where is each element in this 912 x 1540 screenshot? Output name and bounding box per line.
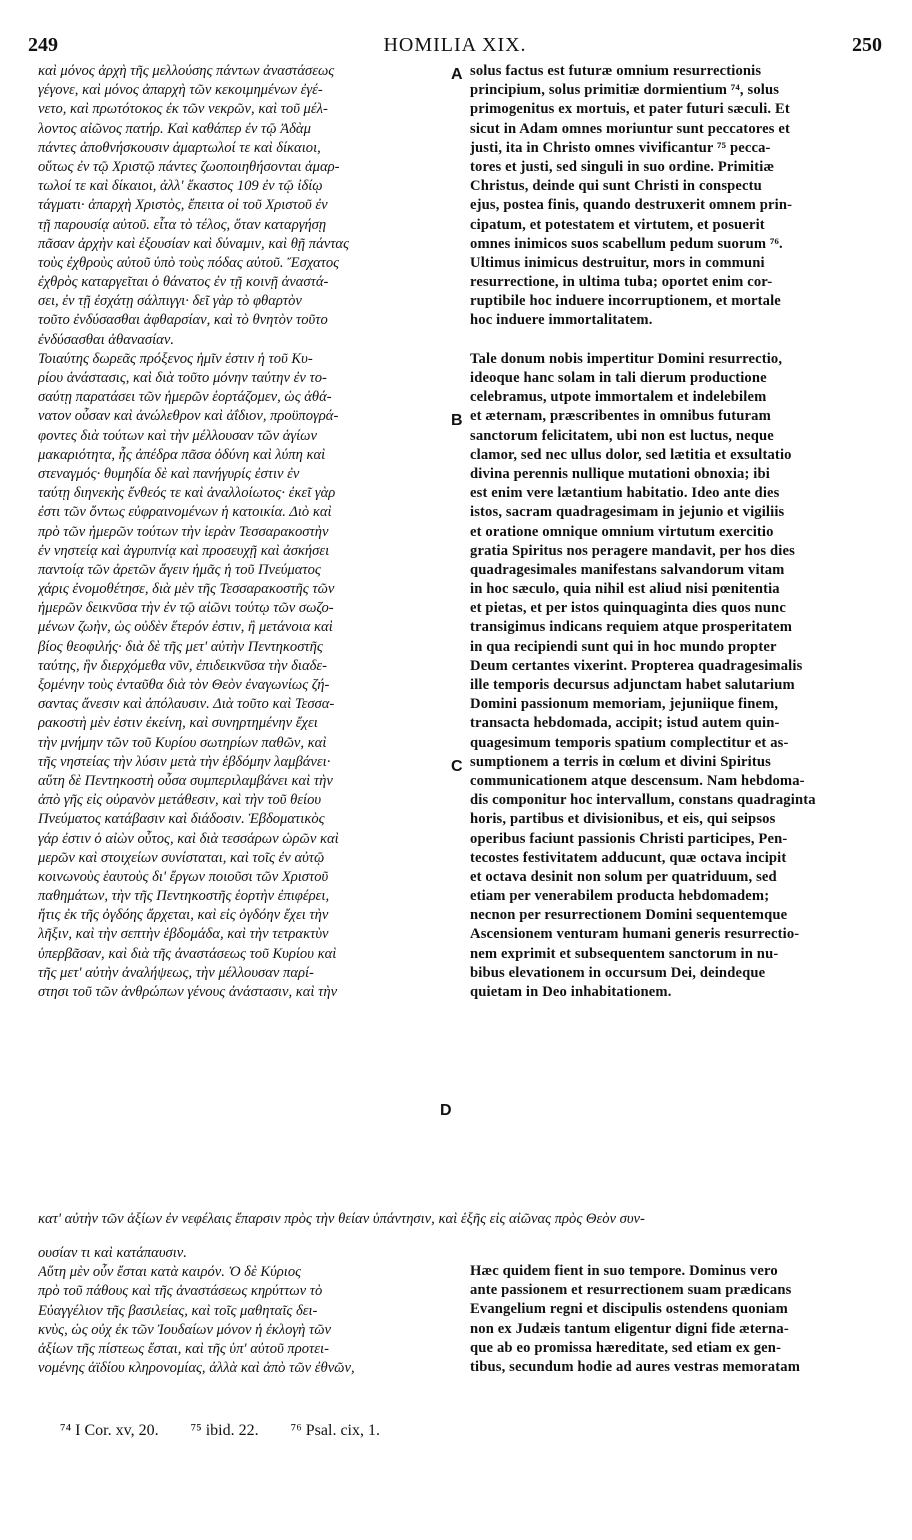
text-line: καὶ μόνος ἀρχὴ τῆς μελλούσης πάντων ἀναστάσεως [38, 63, 335, 79]
text-line: gratia Spiritus nos peragere mandavit, per hos dies [470, 542, 795, 559]
text-line: cipatum, et potestatem et virtutem, et posuerit [470, 216, 765, 233]
text-line: celebramus, utpote immortalem et indelebilem [470, 389, 767, 406]
text-line: ἥτις ἐκ τῆς ὀγδόης ἄρχεται, καὶ εἰς ὀγδόην ἔχει τὴν [38, 907, 329, 924]
text-line: Hæc quidem fient in suo tempore. Dominus vero [470, 1263, 778, 1279]
text-line: clamor, sed nec ullus dolor, sed lætitia et exsultatio [470, 446, 792, 463]
text-line: ρακοστὴ μὲν ἐστιν ἐκείνη, καὶ συνηρτημένην ἔχει [38, 715, 318, 732]
text-line: βίος θεοφιλής· διὰ δὲ τῆς μετ' αὐτὴν Πεντηκοστῆς [38, 638, 323, 655]
text-line: sumptionem a terris in cœlum et divini Spiritus [470, 753, 771, 770]
text-line: Ultimus inimicus destruitur, mors in communi [470, 254, 765, 271]
text-line: bibus elevationem in occursum Dei, deindeque [470, 964, 766, 981]
text-line: Domini passionum memoriam, jejuniique finem, [470, 696, 779, 713]
text-line: Tale donum nobis impertitur Domini resurrectio, [470, 350, 783, 367]
text-line: μένων ζωὴν, ὡς οὐδὲν ἕτερόν ἐστιν, ἢ μετάνοια καὶ [38, 619, 333, 636]
text-line: tibus, secundum hodie ad aures vestras memoratam [470, 1358, 801, 1375]
text-line: γάρ ἐστιν ὁ αἰὼν οὗτος, καὶ διὰ τεσσάρων ὡρῶν καὶ [38, 830, 339, 847]
text-line: istos, sacram quadragesimam in jejunio et vigiliis [470, 504, 785, 521]
text-line: στεναγμός· θυμηδία δὲ καὶ πανήγυρίς ἐστιν ἐν [38, 465, 300, 482]
text-line: justi, ita in Christo omnes vivificantur ⁷⁵ pecca- [470, 139, 771, 156]
text-line: πρὸ τῶν ἡμερῶν τούτων τὴν ἱερὰν Τεσσαρακοστὴν [38, 523, 329, 540]
text-line: in hoc sæculo, quia nihil est aliud nisi pœnitentia [470, 581, 780, 598]
text-line: χάρις ἐνομοθέτησε, διὰ μὲν τῆς Τεσσαρακοστῆς τῶν [38, 581, 335, 598]
text-line: τοῦτο ἐνδύσασθαι ἀφθαρσίαν, καὶ τὸ θνητὸν τοῦτο [38, 312, 328, 329]
text-line: primogenitus ex mortuis, et pater futuri sæculi. Et [470, 101, 790, 118]
text-line: non ex Judæis tantum eligentur digni fide æterna- [470, 1320, 789, 1337]
text-line: principium, solus primitiæ dormientium ⁷⁴, solus [470, 82, 780, 99]
text-line: μακαριότητα, ἧς ἀπέδρα πᾶσα ὀδύνη καὶ λύπη καὶ [38, 446, 326, 463]
text-line: dis componitur hoc intervallum, constans quadraginta [470, 792, 816, 809]
text-line: Πνεύματος κατάβασιν καὶ διάδοσιν. Ἑβδοματικὸς [38, 811, 325, 828]
text-line: μερῶν καὶ στοιχείων συνίσταται, καὶ τοῖς ἐν αὐτῷ [38, 849, 325, 866]
text-line: σαύτῃ παρατάσει τῶν ἡμερῶν ἑορτάζομεν, ὡς ἀθά- [38, 389, 332, 406]
text-line [470, 331, 880, 350]
text-line: τῆς νηστείας τὴν λύσιν μετὰ τὴν ἑβδόμην λαμβάνει· [38, 753, 331, 770]
text-line: Evangelium regni et discipulis ostendens quoniam [470, 1301, 788, 1318]
text-line: sanctorum felicitatem, ubi non est luctus, neque [470, 427, 774, 444]
text-line: παθημάτων, τὴν τῆς Πεντηκοστῆς ἑορτὴν ἐπιφέρει, [38, 888, 330, 905]
text-line: ταύτης, ἣν διερχόμεθα νῦν, ἐπιδεικνῦσα τὴν διαδε- [38, 657, 328, 674]
text-line: Ascensionem venturam humani generis resurrectio- [470, 926, 800, 943]
latin-column-lower [470, 1262, 880, 1377]
text-line: πρὸ τοῦ πάθους καὶ τῆς ἀναστάσεως κηρύττων τὸ [38, 1283, 323, 1300]
text-line: resurrectione, in ultima tuba; oportet enim cor- [470, 274, 773, 291]
text-line: σει, ἐν τῇ ἐσχάτῃ σάλπιγγι· δεῖ γὰρ τὸ φθαρτὸν [38, 293, 302, 310]
text-line: et oratione omnique omnium virtutum exercitio [470, 523, 774, 540]
text-line: στησι τοῦ τῶν ἀνθρώπων γένους ἀνάστασιν, καὶ τὴν [38, 984, 338, 1000]
text-line: κνὺς, ὡς οὐχ ἐκ τῶν Ἰουδαίων μόνον ἡ ἐκλογὴ τῶν [38, 1321, 332, 1338]
footnote-76: ⁷⁶ Psal. cix, 1. [290, 1422, 380, 1439]
text-line: solus factus est futuræ omnium resurrectionis [470, 63, 762, 79]
text-line: transacta hebdomada, accipit; istud autem quin- [470, 715, 780, 732]
text-line: horis, partibus et divisionibus, et eis, qui seipsos [470, 811, 776, 828]
text-line: Christus, deinde qui sunt Christi in conspectu [470, 178, 762, 195]
text-line: nem exprimit et subsequentem sanctorum in nu- [470, 945, 779, 962]
text-line: que ab eo promissa hæreditate, sed etiam ex gen- [470, 1339, 782, 1356]
text-line: τῇ παρουσίᾳ αὐτοῦ. εἶτα τὸ τέλος, ὅταν καταργήσῃ [38, 216, 327, 233]
text-line: ante passionem et resurrectionem suam prædicans [470, 1282, 792, 1299]
text-line: ουσίαν τι καὶ κατάπαυσιν. [38, 1245, 187, 1261]
latin-column [470, 62, 880, 1002]
text-line: Τοιαύτης δωρεᾶς πρόξενος ἡμῖν ἐστιν ἡ τοῦ Κυ- [38, 350, 313, 367]
text-line: λοντος αἰῶνος πατήρ. Καὶ καθάπερ ἐν τῷ Ἀδὰμ [38, 120, 311, 137]
text-line: λῆξιν, καὶ τὴν σεπτὴν ἑβδομάδα, καὶ τὴν τετρακτὺν [38, 926, 329, 943]
text-line: πάντες ἀποθνήσκουσιν ἁμαρτωλοί τε καὶ δίκαιοι, [38, 139, 321, 156]
text-line: ἐστι τῶν ὄντως εὐφραινομένων ἡ κατοικία. Διὸ καὶ [38, 504, 332, 521]
text-line: est enim vere lætantium habitatio. Ideo ante dies [470, 485, 780, 502]
text-line: κοινωνοὺς ἑαυτοὺς δι' ἔργων ποιοῦσι τῶν Χριστοῦ [38, 868, 329, 885]
text-line: αὕτη δὲ Πεντηκοστὴ οὖσα συμπεριλαμβάνει καὶ τὴν [38, 772, 333, 789]
text-line: ταύτῃ διηνεκὴς ἔνθεός τε καὶ ἀναλλοίωτος· ἐκεῖ γὰρ [38, 485, 336, 502]
text-line: τοὺς ἐχθροὺς αὐτοῦ ὑπὸ τοὺς πόδας αὐτοῦ. Ἔσχατος [38, 254, 340, 271]
text-line: Αὕτη μὲν οὖν ἔσται κατὰ καιρόν. Ὁ δὲ Κύριος [38, 1264, 302, 1281]
page-number-left: 249 [28, 34, 58, 56]
text-line: et æternam, præscribentes in omnibus futuram [470, 408, 771, 425]
text-line: necnon per resurrectionem Domini sequentemque [470, 907, 788, 924]
text-line: φοντες διὰ τούτων καὶ τὴν μέλλουσαν τῶν ἁγίων [38, 427, 317, 444]
text-line: tecostes festivitatem adducunt, quæ octava incipit [470, 849, 787, 866]
text-line: νομένης ἀϊδίου κληρονομίας, ἀλλὰ καὶ ἀπὸ τῶν ἐθνῶν, [38, 1360, 355, 1377]
footnote-74: ⁷⁴ I Cor. xv, 20. [60, 1422, 159, 1439]
text-line: transigimus indicans requiem atque prosperitatem [470, 619, 793, 636]
text-line: παντοίᾳ τῶν ἀρετῶν ἄγειν ἡμᾶς ἡ τοῦ Πνεύματος [38, 561, 321, 578]
margin-marker-b: B [451, 412, 463, 429]
text-line: Εὐαγγέλιον τῆς βασιλείας, καὶ τοῖς μαθηταῖς δει- [38, 1302, 318, 1319]
text-line: quadragesimales manifestans salvandorum vitam [470, 561, 785, 578]
footnote-75: ⁷⁵ ibid. 22. [190, 1422, 259, 1439]
text-line: et octava desinit non solum per quatriduum, sed [470, 868, 777, 885]
text-line: operibus faciunt passionis Christi participes, Pen- [470, 830, 788, 847]
page-number-right: 250 [852, 34, 882, 56]
text-line: divina perennis nullique mutationi obnoxia; ibi [470, 465, 770, 482]
text-line: γέγονε, καὶ μόνος ἀπαρχὴ τῶν κεκοιμημένων ἐγέ- [38, 82, 323, 99]
text-line: κατ' αὐτὴν τῶν ἀξίων ἐν νεφέλαις ἔπαρσιν πρὸς τὴν θείαν ὑπάντησιν, καὶ ἑξῆς εἰς αἰῶνας πρὸς Θεὸν συν- [38, 1211, 645, 1227]
text-line: νατον οὖσαν καὶ ἀνώλεθρον καὶ ἀΐδιον, προϋπογρά- [38, 408, 339, 425]
text-line: νετο, καὶ πρωτότοκος ἐκ τῶν νεκρῶν, καὶ τοῦ μέλ- [38, 101, 328, 118]
margin-marker-d: D [440, 1102, 452, 1119]
running-title: HOMILIA XIX. [383, 34, 527, 56]
text-line: hoc induere immortalitatem. [470, 312, 653, 329]
text-line: ξομένην τοὺς ἐνταῦθα διὰ τὸν Θεὸν ἐναγωνίως ζή- [38, 677, 330, 693]
text-line: ρίου ἀνάστασις, καὶ διὰ τοῦτο μόνην ταύτην ἐν το- [38, 370, 327, 386]
text-line: οὕτως ἐν τῷ Χριστῷ πάντες ζωοποιηθήσονται ἁμαρ- [38, 158, 340, 175]
text-line: omnes inimicos suos scabellum pedum suorum ⁷⁶. [470, 235, 783, 252]
text-line: τὴν μνήμην τῶν τοῦ Κυρίου σωτηρίων παθῶν, καὶ [38, 734, 327, 751]
text-line: ruptibile hoc induere incorruptionem, et mortale [470, 293, 781, 310]
spanning-greek-line [38, 1210, 883, 1229]
text-line: ἐχθρὸς καταργεῖται ὁ θάνατος ἐν τῇ κοινῇ ἀναστά- [38, 274, 329, 291]
text-line: ἀπὸ γῆς εἰς οὐρανὸν μετάθεσιν, καὶ τὴν τοῦ θείου [38, 792, 322, 809]
text-line: etiam per venerabilem producta hebdomadem; [470, 888, 770, 905]
margin-marker-a: A [451, 66, 463, 83]
greek-column-lower [38, 1244, 452, 1378]
text-line: πᾶσαν ἀρχὴν καὶ ἐξουσίαν καὶ δύναμιν, καὶ θῇ πάντας [38, 235, 350, 252]
margin-marker-c: C [451, 758, 463, 775]
text-line: quagesimum temporis spatium complectitur et as- [470, 734, 789, 751]
text-line: tores et justi, sed singuli in suo ordine. Primitiæ [470, 158, 775, 175]
footnotes [60, 1422, 408, 1440]
greek-column [38, 62, 452, 1002]
text-line: sicut in Adam omnes moriuntur sunt peccatores et [470, 120, 791, 137]
text-line: communicationem atque descensum. Nam hebdoma- [470, 772, 805, 789]
text-line: τωλοί τε καὶ δίκαιοι, ἀλλ' ἕκαστος 109 ἐν τῷ ἰδίῳ [38, 178, 323, 195]
text-line: ejus, postea finis, quando destruxerit omnem prin- [470, 197, 793, 214]
text-line: ὑπερβᾶσαν, καὶ διὰ τῆς ἀναστάσεως τοῦ Κυρίου καὶ [38, 945, 337, 962]
page-header [28, 34, 882, 56]
text-line: ἀξίων τῆς πίστεως ἔσται, καὶ τῆς ὑπ' αὐτοῦ προτει- [38, 1340, 329, 1357]
text-line: et pietas, et per istos quinquaginta dies quos nunc [470, 600, 786, 617]
text-line: ἐν νηστείᾳ καὶ ἀγρυπνίᾳ καὶ προσευχῇ καὶ ἀσκήσει [38, 542, 330, 559]
text-line: quietam in Deo inhabitationem. [470, 984, 672, 1000]
text-line: τῆς μετ' αὐτὴν ἀναλήψεως, τὴν μέλλουσαν παρί- [38, 964, 314, 981]
text-line: ideoque hanc solam in tali dierum productione [470, 370, 767, 386]
text-line: ille temporis decursus adjunctam habet salutarium [470, 677, 795, 693]
text-line: Deum certantes vixerint. Propterea quadragesimalis [470, 657, 803, 674]
text-line: ἡμερῶν δεικνῦσα τὴν ἐν τῷ αἰῶνι τούτῳ τῶν σωζο- [38, 600, 334, 617]
text-line: τάγματι· ἀπαρχὴ Χριστὸς, ἔπειτα οἱ τοῦ Χριστοῦ ἐν [38, 197, 328, 214]
text-line: σαντας ἄνεσιν καὶ ἀπόλαυσιν. Διὰ τοῦτο καὶ Τεσσα- [38, 696, 335, 713]
text-line: ἐνδύσασθαι ἀθανασίαν. [38, 331, 174, 348]
text-line: in qua recipiendi sunt qui in hoc mundo propter [470, 638, 777, 655]
